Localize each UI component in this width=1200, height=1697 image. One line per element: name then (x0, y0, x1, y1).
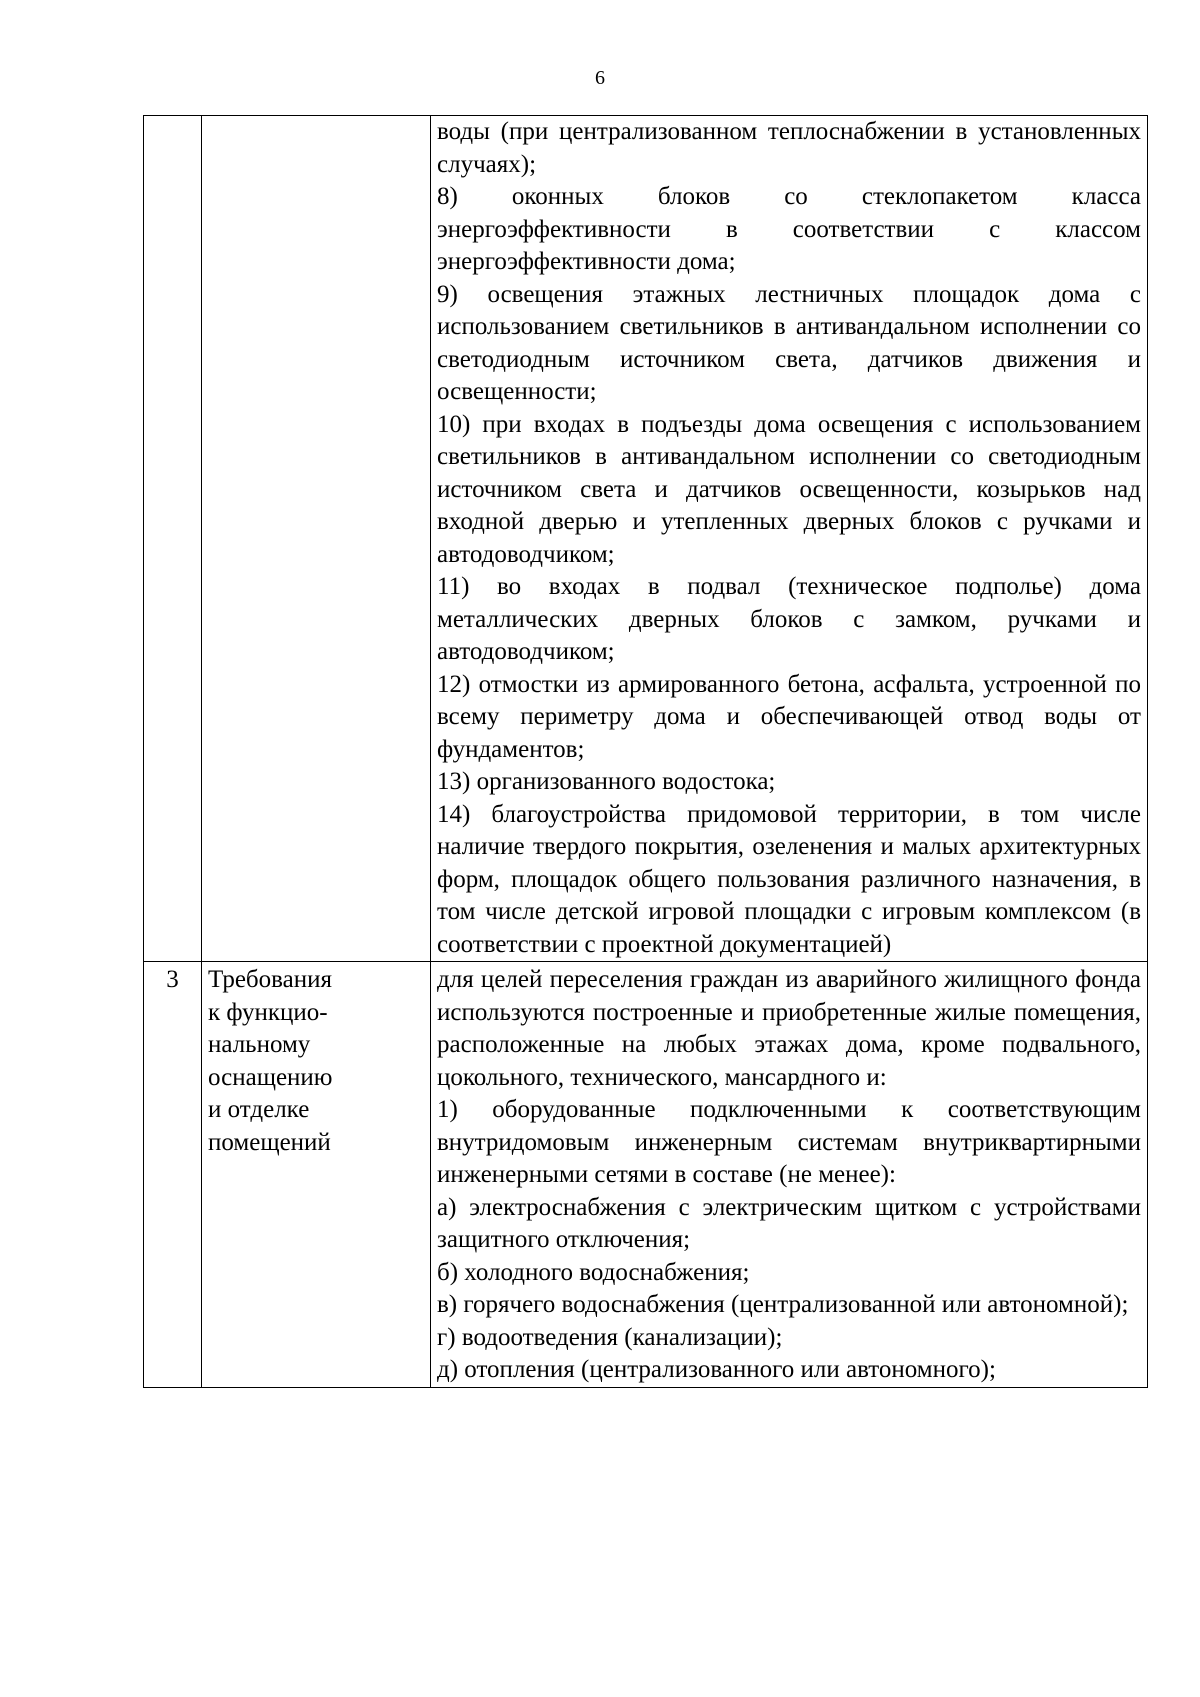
paragraph: д) отопления (централизованного или автономного); (437, 1356, 996, 1383)
row-title-line: оснащению (208, 1063, 333, 1091)
paragraph: воды (при централизованном теплоснабжении в установленных случаях); (437, 118, 1141, 178)
row-title-line: Требования (208, 966, 332, 993)
row-title (202, 962, 430, 1159)
row-title-cell (202, 962, 431, 1388)
paragraph: 12) отмостки из армированного бетона, асфальта, устроенной по всему периметру дома и обеспечивающей отвод воды от фундаментов; (437, 670, 1141, 763)
requirements-table (143, 115, 1148, 1388)
paragraph: 11) во входах в подвал (техническое подполье) дома металлических дверных блоков с замком, ручками и автодоводчиком; (437, 573, 1141, 665)
paragraph: б) холодного водоснабжения; (437, 1258, 750, 1286)
row-title (202, 116, 430, 118)
row-content (431, 116, 1147, 961)
row-title-line: к функцио- (208, 998, 328, 1026)
paragraph: а) электроснабжения с электрическим щитком с устройствами защитного отключения; (437, 1193, 1141, 1253)
row-content-cell (431, 962, 1148, 1388)
row-number-cell (144, 116, 202, 962)
paragraph: г) водоотведения (канализации); (437, 1323, 783, 1351)
row-content-cell (431, 116, 1148, 962)
row-number-cell (144, 962, 202, 1388)
row-title-line: нальному (208, 1031, 311, 1058)
paragraph: 10) при входах в подъезды дома освещения с использованием светильников в антивандальном исполнении со светодиодным источником света и датчиков освещенности, козырьков над входной дверью и утепленных дверных блоков с ручками и автодоводчиком; (437, 410, 1141, 568)
row-number (144, 116, 201, 118)
paragraph: 1) оборудованные подключенными к соответствующим внутридомовым инженерным системам внутриквартирными инженерными сетями в составе (не менее): (437, 1096, 1141, 1188)
table-row (144, 962, 1148, 1388)
row-title-line: и отделке (208, 1096, 310, 1123)
paragraph: 8) оконных блоков со стеклопакетом класса энергоэффективности в соответствии с классом энергоэффективности дома; (437, 183, 1141, 275)
paragraph: 13) организованного водостока; (437, 768, 776, 795)
row-number: 3 (166, 966, 179, 993)
paragraph: в) горячего водоснабжения (централизованной или автономной); (437, 1291, 1129, 1318)
paragraph: 9) освещения этажных лестничных площадок дома с использованием светильников в антивандальном исполнении со светодиодным источником света, датчиков движения и освещенности; (437, 280, 1141, 405)
table-row (144, 116, 1148, 962)
row-title-cell (202, 116, 431, 962)
row-content (431, 962, 1147, 1387)
page-number: 6 (595, 67, 605, 89)
paragraph: для целей переселения граждан из аварийного жилищного фонда используются построенные и приобретенные жилые помещения, расположенные на любых этажах дома, кроме подвального, цокольного, технического, мансардного и: (437, 966, 1141, 1091)
paragraph: 14) благоустройства придомовой территории, в том числе наличие твердого покрытия, озеленения и малых архитектурных форм, площадок общего пользования различного назначения, в том числе детской игровой площадки с игровым комплексом (в соответствии с проектной документацией) (437, 800, 1141, 958)
row-title-line: помещений (208, 1128, 331, 1156)
